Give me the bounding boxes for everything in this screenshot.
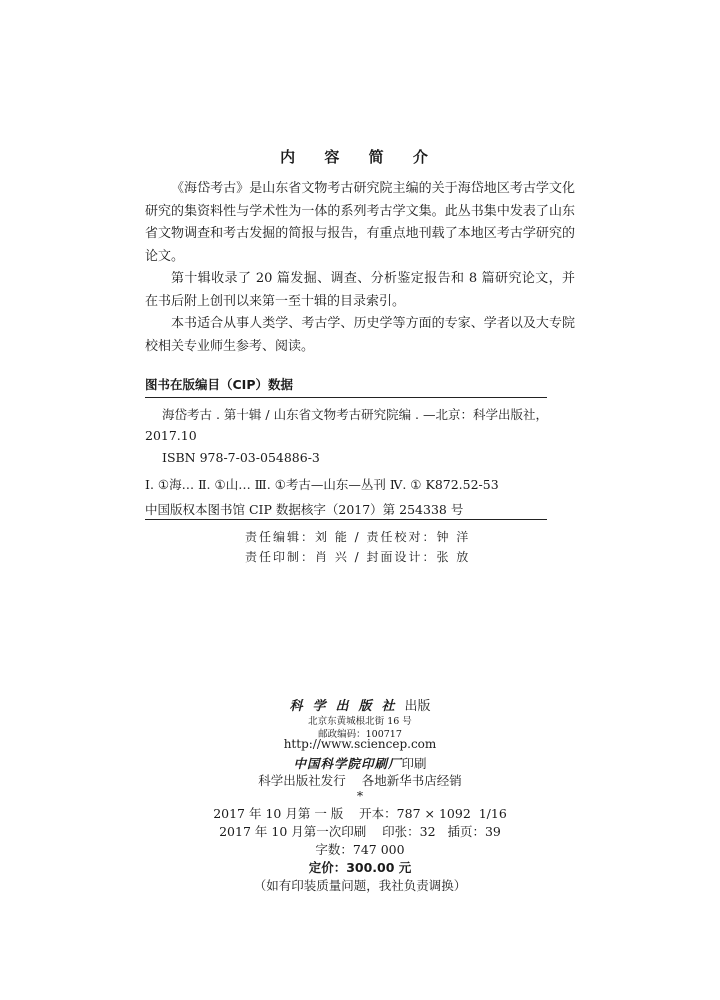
printing-line: 2017 年 10 月第一次印刷 印张：32 插页：39 [219,824,501,839]
staff-credits-line-1: 责任编辑：刘 能 / 责任校对：钟 洋 [245,530,471,544]
cip-heading: 图书在版编目（CIP）数据 [145,377,293,392]
printer-line [0,754,720,772]
page-title: 内 容 简 介 [280,148,440,166]
quality-notice: （如有印装质量问题，我社负责调换） [253,878,467,893]
publisher-line [0,695,720,714]
separator-asterisk: * [356,788,364,803]
staff-credits-line-2: 责任印制：肖 兴 / 封面设计：张 放 [245,550,471,564]
publisher-url: http://www.sciencep.com [283,737,437,751]
printer-logo: 中国科学院印刷厂 [293,756,402,771]
publisher-suffix: 出版 [404,699,431,714]
summary-paragraph-1: 《海岱考古》是山东省文物考古研究院主编的关于海岱地区考古学文化研究的集资料性与学术性为一体的系列考古学文集。此丛书集中发表了山东省文物调查和考古发掘的简报与报告，有重点地刊载了本地区考古学研究的论文。 [145,181,575,264]
cip-top-rule [145,397,547,398]
cip-title-line: 海岱考古 . 第十辑 / 山东省文物考古研究院编 . —北京：科学出版社， [162,407,548,422]
cip-classification-line: Ⅰ. ①海… Ⅱ. ①山… Ⅲ. ①考古—山东—丛刊 Ⅳ. ① K872.52-53 [145,477,499,492]
printer-suffix: 印刷 [401,756,427,771]
distribution-line: 科学出版社发行 各地新华书店经销 [258,773,462,788]
cip-bottom-rule [145,519,547,520]
word-count-line: 字数：747 000 [315,842,405,857]
summary-paragraph-2: 第十辑收录了 20 篇发掘、调查、分析鉴定报告和 8 篇研究论文，并在书后附上创刊以来第一至十辑的目录索引。 [145,271,575,309]
price-label: 定价： [308,860,347,875]
price-value: 300.00 元 [346,860,412,875]
summary-section [145,178,575,358]
price-line [0,858,720,876]
publisher-postcode: 邮政编码：100717 [318,729,402,740]
edition-line: 2017 年 10 月第 一 版 开本：787 × 1092 1/16 [213,806,507,821]
cip-date-line: 2017.10 [145,428,197,443]
cip-isbn-line: ISBN 978-7-03-054886-3 [162,450,320,465]
publisher-logo: 科学出版社 [289,699,405,714]
summary-paragraph-3: 本书适合从事人类学、考古学、历史学等方面的专家、学者以及大专院校相关专业师生参考、阅读。 [145,316,575,354]
cip-record-number-line: 中国版权本图书馆 CIP 数据核字（2017）第 254338 号 [145,502,464,517]
publisher-address: 北京东黄城根北街 16 号 [308,716,412,727]
